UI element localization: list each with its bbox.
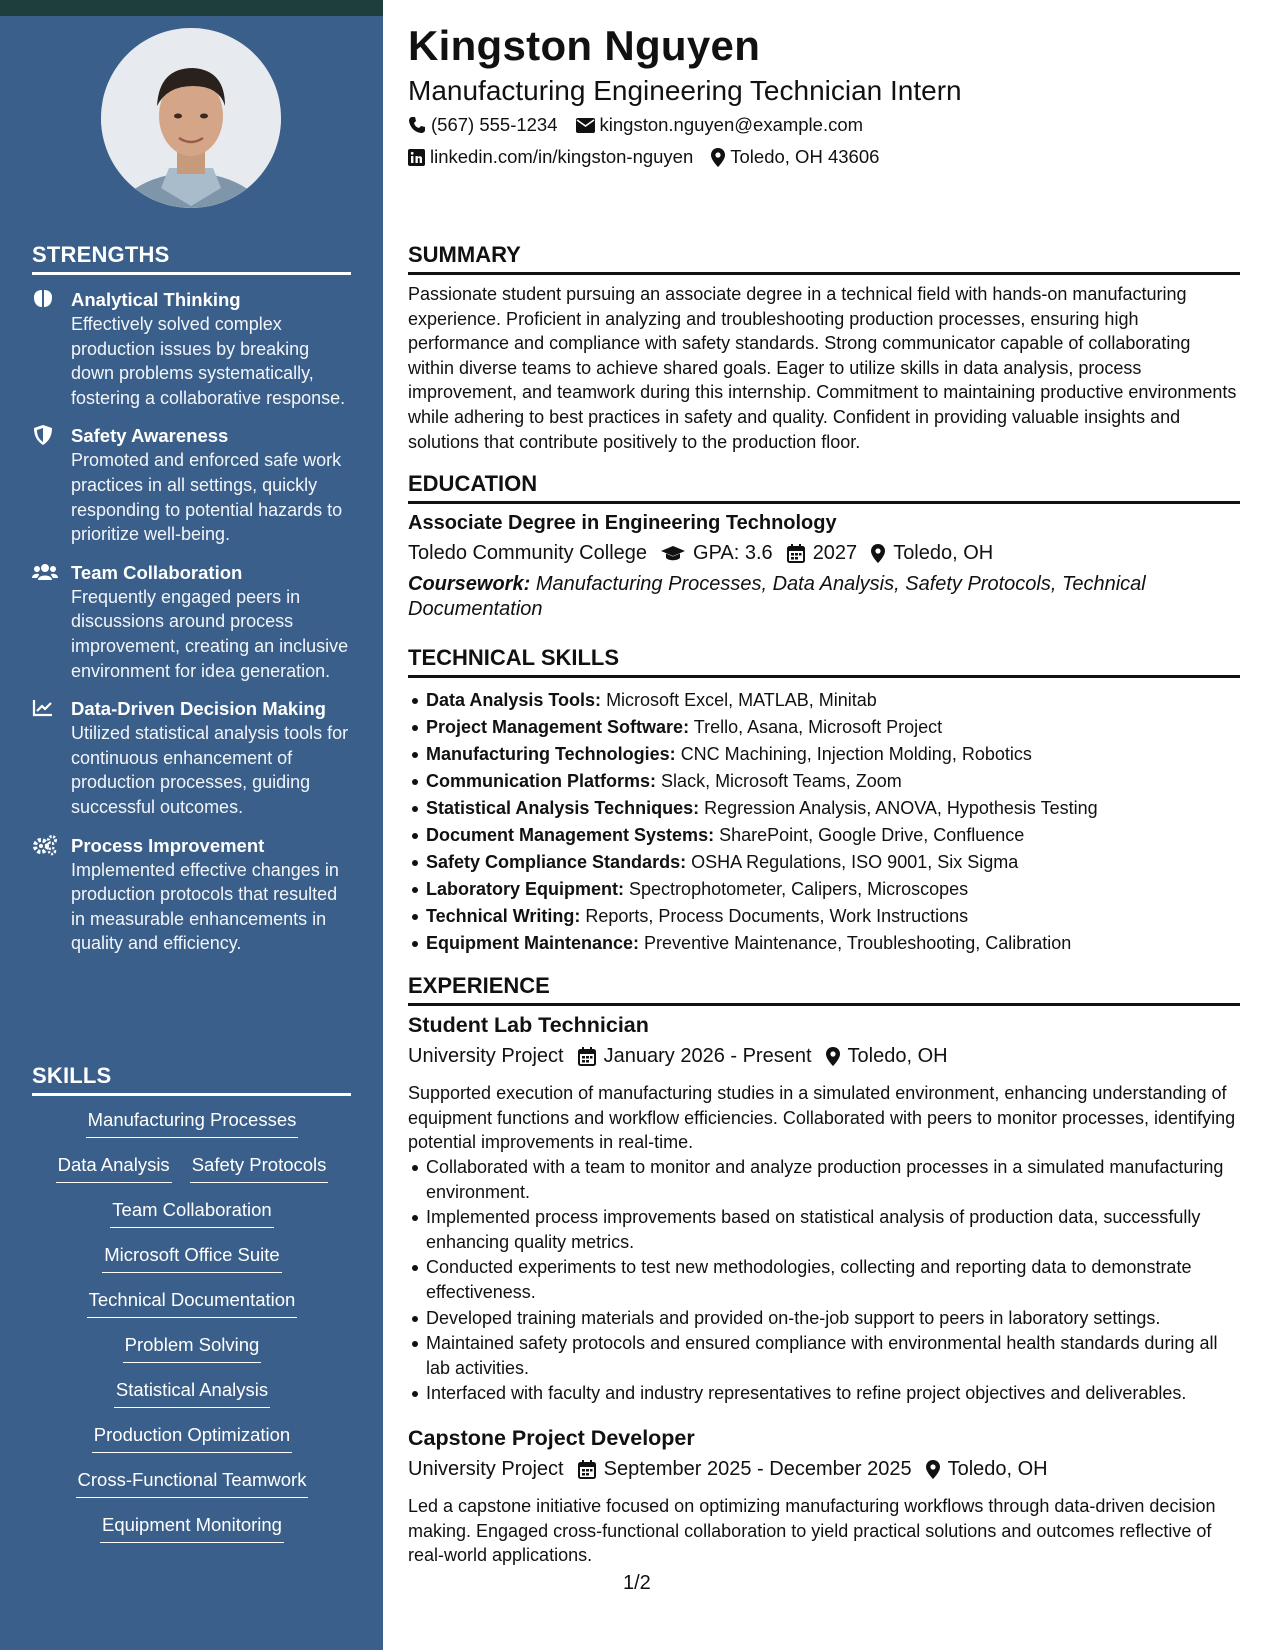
job-meta	[408, 1458, 1062, 1481]
phone-icon	[408, 116, 426, 134]
list-item: Conducted experiments to test new methodologies, collecting and reporting data to demonstrate effectiveness.	[426, 1255, 1240, 1304]
skill-tag: Cross-Functional Teamwork	[76, 1467, 309, 1498]
job-role: Capstone Project Developer	[408, 1426, 695, 1450]
skills-tag-list	[32, 1107, 352, 1557]
linkedin-link[interactable]: linkedin.com/in/kingston-nguyen	[430, 146, 694, 167]
list-item: Statistical Analysis Techniques: Regression Analysis, ANOVA, Hypothesis Testing	[426, 795, 1240, 822]
brain-icon	[32, 288, 56, 310]
contact-row	[408, 114, 881, 136]
users-icon	[32, 561, 56, 583]
candidate-title: Manufacturing Engineering Technician Intern	[408, 75, 962, 106]
profile-photo	[101, 28, 281, 208]
degree-title: Associate Degree in Engineering Technology	[408, 512, 837, 534]
job-role: Student Lab Technician	[408, 1013, 649, 1037]
strength-item	[32, 833, 352, 956]
map-pin-icon	[826, 1047, 840, 1066]
job-bullets	[426, 1155, 1240, 1407]
calendar-icon	[578, 1460, 596, 1479]
envelope-icon	[576, 118, 595, 133]
experience-heading: EXPERIENCE	[408, 973, 1240, 1006]
map-pin-icon	[711, 148, 725, 167]
skill-tag: Technical Documentation	[87, 1287, 298, 1318]
list-item: Manufacturing Technologies: CNC Machining, Injection Molding, Robotics	[426, 741, 1240, 768]
linkedin-icon	[408, 149, 425, 166]
gpa-text: GPA: 3.6	[693, 542, 773, 564]
skill-tag: Production Optimization	[92, 1422, 292, 1453]
education-meta	[408, 542, 1007, 565]
phone-number[interactable]: (567) 555-1234	[431, 114, 558, 135]
job-dates: September 2025 - December 2025	[603, 1458, 912, 1480]
job-organization: University Project	[408, 1045, 564, 1067]
skill-tag: Statistical Analysis	[114, 1377, 270, 1408]
technical-skills-list	[426, 687, 1240, 957]
list-item: Developed training materials and provided on-the-job support to peers in laboratory settings.	[426, 1306, 1240, 1331]
skill-tag: Microsoft Office Suite	[102, 1242, 281, 1273]
skills-heading: SKILLS	[32, 1063, 351, 1096]
strength-description: Promoted and enforced safe work practices in all settings, quickly responding to potential hazards to prioritize well-being.	[71, 450, 343, 545]
list-item: Laboratory Equipment: Spectrophotometer, Calipers, Microscopes	[426, 876, 1240, 903]
chart-line-icon	[32, 697, 56, 719]
strength-title: Data-Driven Decision Making	[71, 698, 326, 720]
strengths-list	[32, 287, 352, 969]
strength-item	[32, 287, 352, 410]
job-location: Toledo, OH	[847, 1045, 948, 1067]
job-organization: University Project	[408, 1458, 564, 1480]
sidebar-top-bar	[0, 0, 383, 16]
list-item: Communication Platforms: Slack, Microsoft Teams, Zoom	[426, 768, 1240, 795]
strength-title: Team Collaboration	[71, 561, 243, 583]
list-item: Safety Compliance Standards: OSHA Regulations, ISO 9001, Six Sigma	[426, 849, 1240, 876]
page-number: 1/2	[623, 1572, 651, 1594]
strength-description: Implemented effective changes in production protocols that resulted in measurable enhancements in quality and efficiency.	[71, 859, 339, 954]
list-item: Equipment Maintenance: Preventive Maintenance, Troubleshooting, Calibration	[426, 930, 1240, 957]
skill-tag: Problem Solving	[123, 1332, 262, 1363]
job-summary: Supported execution of manufacturing studies in a simulated environment, enhancing understanding of equipment functions and workflow efficiencies. Collaborated with peers to monitor processes, identifying potential improvements in real-time.	[408, 1083, 1236, 1153]
strength-title: Process Improvement	[71, 834, 265, 856]
coursework	[408, 572, 1188, 622]
list-item: Project Management Software: Trello, Asana, Microsoft Project	[426, 714, 1240, 741]
list-item: Data Analysis Tools: Microsoft Excel, MATLAB, Minitab	[426, 687, 1240, 714]
job-dates: January 2026 - Present	[603, 1045, 812, 1067]
strength-description: Frequently engaged peers in discussions around process improvement, creating an inclusive environment for idea generation.	[71, 586, 349, 681]
shield-icon	[32, 424, 56, 446]
strength-item	[32, 696, 352, 819]
list-item: Implemented process improvements based on statistical analysis of production data, successfully enhancing quality metrics.	[426, 1205, 1240, 1254]
education-heading: EDUCATION	[408, 471, 1240, 504]
strength-item	[32, 423, 352, 546]
strength-title: Safety Awareness	[71, 425, 229, 447]
contact-row	[408, 146, 897, 168]
summary-heading: SUMMARY	[408, 242, 1240, 275]
graduation-cap-icon	[661, 545, 685, 563]
email-link[interactable]: kingston.nguyen@example.com	[599, 114, 864, 135]
job-meta	[408, 1045, 962, 1068]
strengths-heading: STRENGTHS	[32, 242, 351, 275]
location-text: Toledo, OH 43606	[730, 146, 880, 167]
gears-icon	[32, 834, 56, 856]
coursework-list: Manufacturing Processes, Data Analysis, Safety Protocols, Technical Documentation	[408, 573, 1146, 620]
list-item: Interfaced with faculty and industry representatives to refine project objectives and deliverables.	[426, 1381, 1240, 1406]
job-location: Toledo, OH	[947, 1458, 1048, 1480]
calendar-icon	[787, 544, 805, 563]
list-item: Collaborated with a team to monitor and analyze production processes in a simulated manufacturing environment.	[426, 1155, 1240, 1204]
skill-tag: Data Analysis	[56, 1152, 172, 1183]
coursework-label: Coursework:	[408, 573, 531, 595]
job-summary: Led a capstone initiative focused on optimizing manufacturing workflows through data-driven decision making. Engaged cross-functional collaboration to yield practical solutions and outcomes reflective of real-world applications.	[408, 1496, 1216, 1566]
list-item: Technical Writing: Reports, Process Documents, Work Instructions	[426, 903, 1240, 930]
school-name: Toledo Community College	[408, 542, 648, 564]
calendar-icon	[578, 1047, 596, 1066]
candidate-name: Kingston Nguyen	[408, 22, 761, 69]
sidebar	[0, 0, 383, 1650]
strength-description: Utilized statistical analysis tools for continuous enhancement of production processes, guiding successful outcomes.	[71, 723, 349, 817]
strength-title: Analytical Thinking	[71, 289, 241, 310]
skill-tag: Equipment Monitoring	[100, 1512, 284, 1543]
technical-skills-heading: TECHNICAL SKILLS	[408, 645, 1240, 678]
graduation-year: 2027	[812, 542, 858, 564]
map-pin-icon	[871, 544, 885, 563]
strength-description: Effectively solved complex production issues by breaking down problems systematically, fostering a collaborative response.	[71, 314, 346, 408]
school-location: Toledo, OH	[893, 542, 994, 564]
summary-text: Passionate student pursuing an associate degree in a technical field with hands-on manufacturing experience. Proficient in analyzing and troubleshooting production processes, ensuring high performance and compliance with safety standards. Strong communicator capable of collaborating within diverse teams to achieve shared goals. Eager to utilize skills in data analysis, process improvement, and teamwork during this internship. Commitment to maintaining productive environments while adhering to best practices in safety and quality. Confident in providing valuable insights and solutions that contribute positively to the production floor.	[408, 284, 1237, 452]
strength-item	[32, 560, 352, 683]
skill-tag: Manufacturing Processes	[86, 1107, 299, 1138]
skill-tag: Team Collaboration	[110, 1197, 273, 1228]
list-item: Maintained safety protocols and ensured compliance with environmental health standards during all lab activities.	[426, 1331, 1240, 1380]
skill-tag: Safety Protocols	[190, 1152, 329, 1183]
list-item: Document Management Systems: SharePoint, Google Drive, Confluence	[426, 822, 1240, 849]
map-pin-icon	[926, 1460, 940, 1479]
